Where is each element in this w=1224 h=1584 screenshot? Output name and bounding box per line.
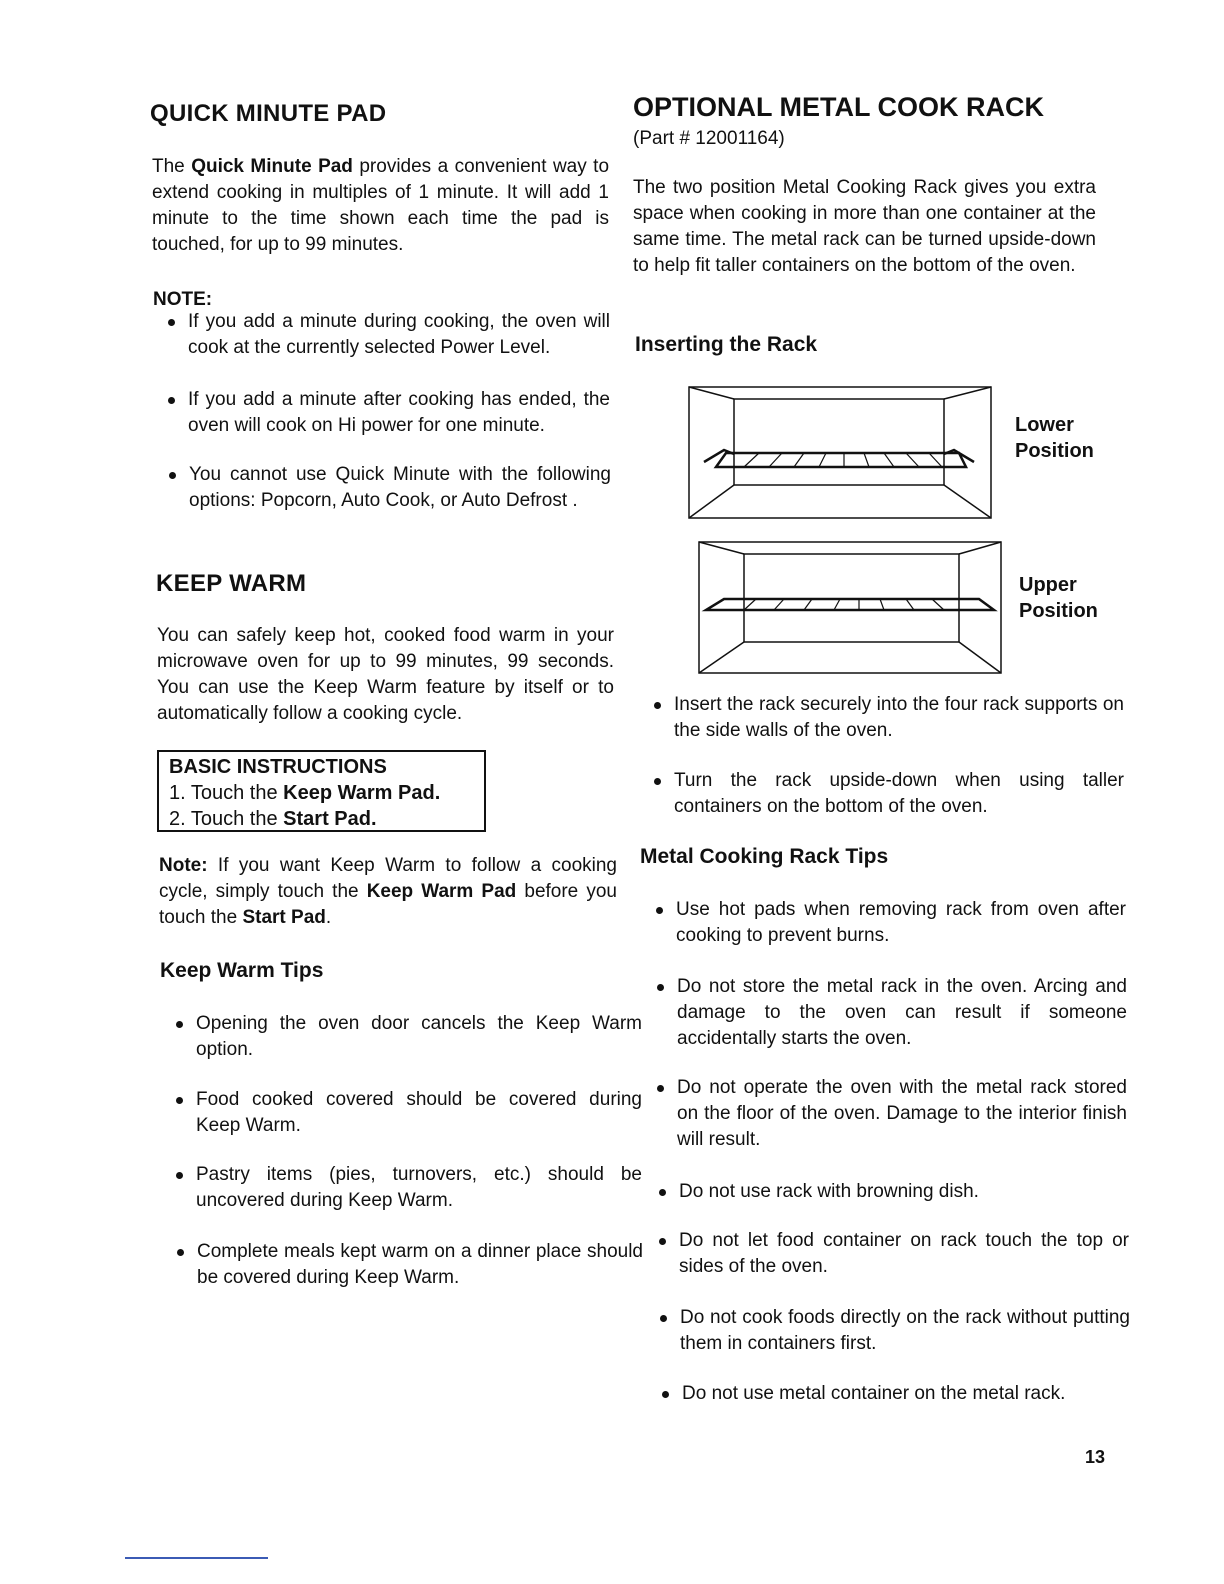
bold-text: Start Pad. bbox=[283, 808, 377, 830]
page-number: 13 bbox=[1085, 1447, 1106, 1467]
list-item: Do not store the metal rack in the oven. Arcing and damage to the oven can result if someone accidentally starts the oven. bbox=[655, 974, 1127, 1052]
label-line: Lower bbox=[1015, 414, 1074, 436]
step-2 bbox=[169, 806, 484, 832]
label-line: Position bbox=[1015, 440, 1094, 462]
list-item: If you add a minute after cooking has ended, the oven will cook on Hi power for one minute. bbox=[166, 387, 610, 439]
label-line: Upper bbox=[1019, 574, 1077, 596]
text: 1. Touch the bbox=[169, 782, 284, 804]
list-item: Pastry items (pies, turnovers, etc.) should be uncovered during Keep Warm. bbox=[174, 1162, 642, 1214]
note-label: NOTE: bbox=[153, 289, 213, 310]
bold-text: Keep Warm Pad bbox=[366, 881, 517, 902]
list-item: Food cooked covered should be covered during Keep Warm. bbox=[174, 1087, 642, 1139]
text: The bbox=[152, 156, 192, 177]
bold-text: Start Pad bbox=[242, 907, 326, 928]
list-item: Complete meals kept warm on a dinner place should be covered during Keep Warm. bbox=[175, 1239, 643, 1291]
bold-text: Keep Warm Pad. bbox=[283, 782, 441, 804]
basic-instructions-box bbox=[157, 750, 486, 832]
list-item: You cannot use Quick Minute with the following options: Popcorn, Auto Cook, or Auto Defrost . bbox=[167, 462, 611, 514]
list-item: If you add a minute during cooking, the oven will cook at the currently selected Power Level. bbox=[166, 309, 610, 361]
metal-rack-paragraph: The two position Metal Cooking Rack gives you extra space when cooking in more than one container at the same time. The metal rack can be turned upside-down to help fit taller containers on the bottom of the oven. bbox=[633, 177, 1096, 276]
box-title: BASIC INSTRUCTIONS bbox=[169, 756, 387, 778]
text: If you want Keep Warm to follow a cooking cycle, simply touch the bbox=[159, 855, 617, 902]
inserting-rack-heading: Inserting the Rack bbox=[635, 333, 818, 356]
label-line: Position bbox=[1019, 600, 1098, 622]
list-item: Do not let food container on rack touch the top or sides of the oven. bbox=[657, 1228, 1129, 1280]
rack-lower-position-diagram bbox=[684, 382, 996, 522]
list-item: Opening the oven door cancels the Keep Warm option. bbox=[174, 1011, 642, 1063]
bold-text: Note: bbox=[159, 855, 208, 876]
list-item: Insert the rack securely into the four rack supports on the side walls of the oven. bbox=[652, 692, 1124, 744]
text: provides a convenient way to extend cooking in multiples of 1 minute. It will add 1 minute to the time shown each time the pad is touched, for up to 99 minutes. bbox=[152, 156, 610, 255]
quick-minute-heading: QUICK MINUTE PAD bbox=[150, 100, 387, 127]
list-item: Do not use rack with browning dish. bbox=[657, 1179, 1129, 1205]
bold-text: Quick Minute Pad bbox=[191, 156, 353, 177]
bottom-rule bbox=[125, 1557, 268, 1559]
metal-rack-tips-heading: Metal Cooking Rack Tips bbox=[640, 845, 889, 868]
list-item: Use hot pads when removing rack from oven after cooking to prevent burns. bbox=[654, 897, 1126, 949]
keep-warm-paragraph: You can safely keep hot, cooked food warm in your microwave oven for up to 99 minutes, 99 seconds. You can use the Keep Warm feature by itself or to automatically follow a cooking cycle. bbox=[157, 625, 614, 724]
keep-warm-tips-heading: Keep Warm Tips bbox=[160, 959, 324, 982]
metal-rack-heading: OPTIONAL METAL COOK RACK bbox=[633, 92, 1044, 122]
step-1 bbox=[169, 780, 484, 806]
text: before you touch the bbox=[159, 881, 617, 928]
list-item: Do not use metal container on the metal rack. bbox=[660, 1381, 1132, 1407]
keep-warm-heading: KEEP WARM bbox=[156, 570, 307, 597]
list-item: Do not operate the oven with the metal rack stored on the floor of the oven. Damage to the interior finish will result. bbox=[655, 1075, 1127, 1153]
keep-warm-note bbox=[159, 853, 617, 931]
list-item: Do not cook foods directly on the rack without putting them in containers first. bbox=[658, 1305, 1130, 1357]
rack-upper-position-diagram bbox=[694, 537, 1006, 677]
lower-position-label bbox=[1015, 412, 1094, 464]
text: . bbox=[325, 907, 332, 928]
part-number: (Part # 12001164) bbox=[633, 128, 785, 149]
text: 2. Touch the bbox=[169, 808, 284, 830]
upper-position-label bbox=[1019, 572, 1098, 624]
list-item: Turn the rack upside-down when using taller containers on the bottom of the oven. bbox=[652, 768, 1124, 820]
quick-minute-paragraph bbox=[152, 154, 609, 258]
